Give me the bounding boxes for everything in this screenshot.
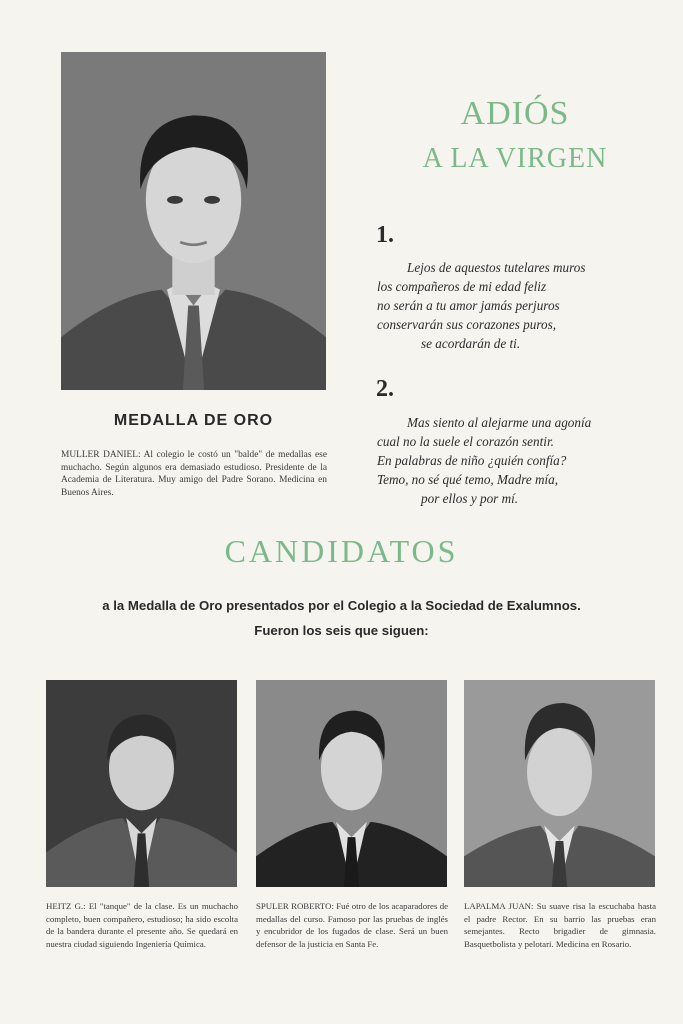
stanza <box>377 413 667 508</box>
poem-title: ADIÓS <box>460 95 570 132</box>
caption-lapalma-juan: LAPALMA JUAN: Su suave risa la escuchaba hasta el padre Rector. En su barrio las pruebas eran semejantes. Recto brigadier de gimnasia. Basquetbolista y pelotari. Medicina en Rosario. <box>464 901 656 949</box>
poem-subtitle: A LA VIRGEN <box>422 143 608 174</box>
caption-heitz: HEITZ G.: El "tanque" de la clase. Es un muchacho completo, buen compañero, estudioso; ha sido escolta de la bandera durante el presente año. Se quedará en nuestra ciudad siguiendo Ingeniería Química. <box>46 901 238 949</box>
stanza-number: 2. <box>376 376 394 402</box>
portrait-heitz <box>46 680 237 887</box>
portrait-spuler-roberto <box>256 680 447 887</box>
stanza-number: 1. <box>376 222 394 248</box>
candidates-intro: a la Medalla de Oro presentados por el Colegio a la Sociedad de Exalumnos. <box>102 598 581 613</box>
verse-line: cual no la suele el corazón sentir. <box>377 434 554 449</box>
verse-line: no serán a tu amor jamás perjuros <box>377 298 560 313</box>
caption-spuler-roberto: SPULER ROBERTO: Fué otro de los acaparadores de medallas del curso. Famoso por las pruebas de inglés y encubridor de los fugados de clase. Será un buen defensor de la justicia en Santa Fe. <box>256 901 448 949</box>
stanza <box>377 258 667 353</box>
verse-line: Lejos de aquestos tutelares muros <box>407 260 586 275</box>
candidates-heading: CANDIDATOS <box>224 533 459 569</box>
verse-line: conservarán sus corazones puros, <box>377 317 557 332</box>
verse-line: por ellos y por mí. <box>421 491 519 506</box>
verse-line: En palabras de niño ¿quién confía? <box>377 453 567 468</box>
verse-line: se acordarán de ti. <box>421 336 521 351</box>
medal-title: MEDALLA DE ORO <box>113 412 274 429</box>
verse-line: Temo, no sé qué temo, Madre mía, <box>377 472 559 487</box>
medal-description: MULLER DANIEL: Al colegio le costó un "balde" de medallas ese muchacho. Según algunos era demasiado estudioso. Presidente de la Academia de Literatura. Muy amigo del Padre Sorano. Medicina en Buenos Aires. <box>61 450 327 498</box>
verse-line: los compañeros de mi edad feliz <box>377 279 547 294</box>
portrait-muller-daniel <box>61 52 326 390</box>
portrait-lapalma-juan <box>464 680 655 887</box>
verse-line: Mas siento al alejarme una agonía <box>407 415 592 430</box>
candidates-intro-2: Fueron los seis que siguen: <box>254 623 429 638</box>
